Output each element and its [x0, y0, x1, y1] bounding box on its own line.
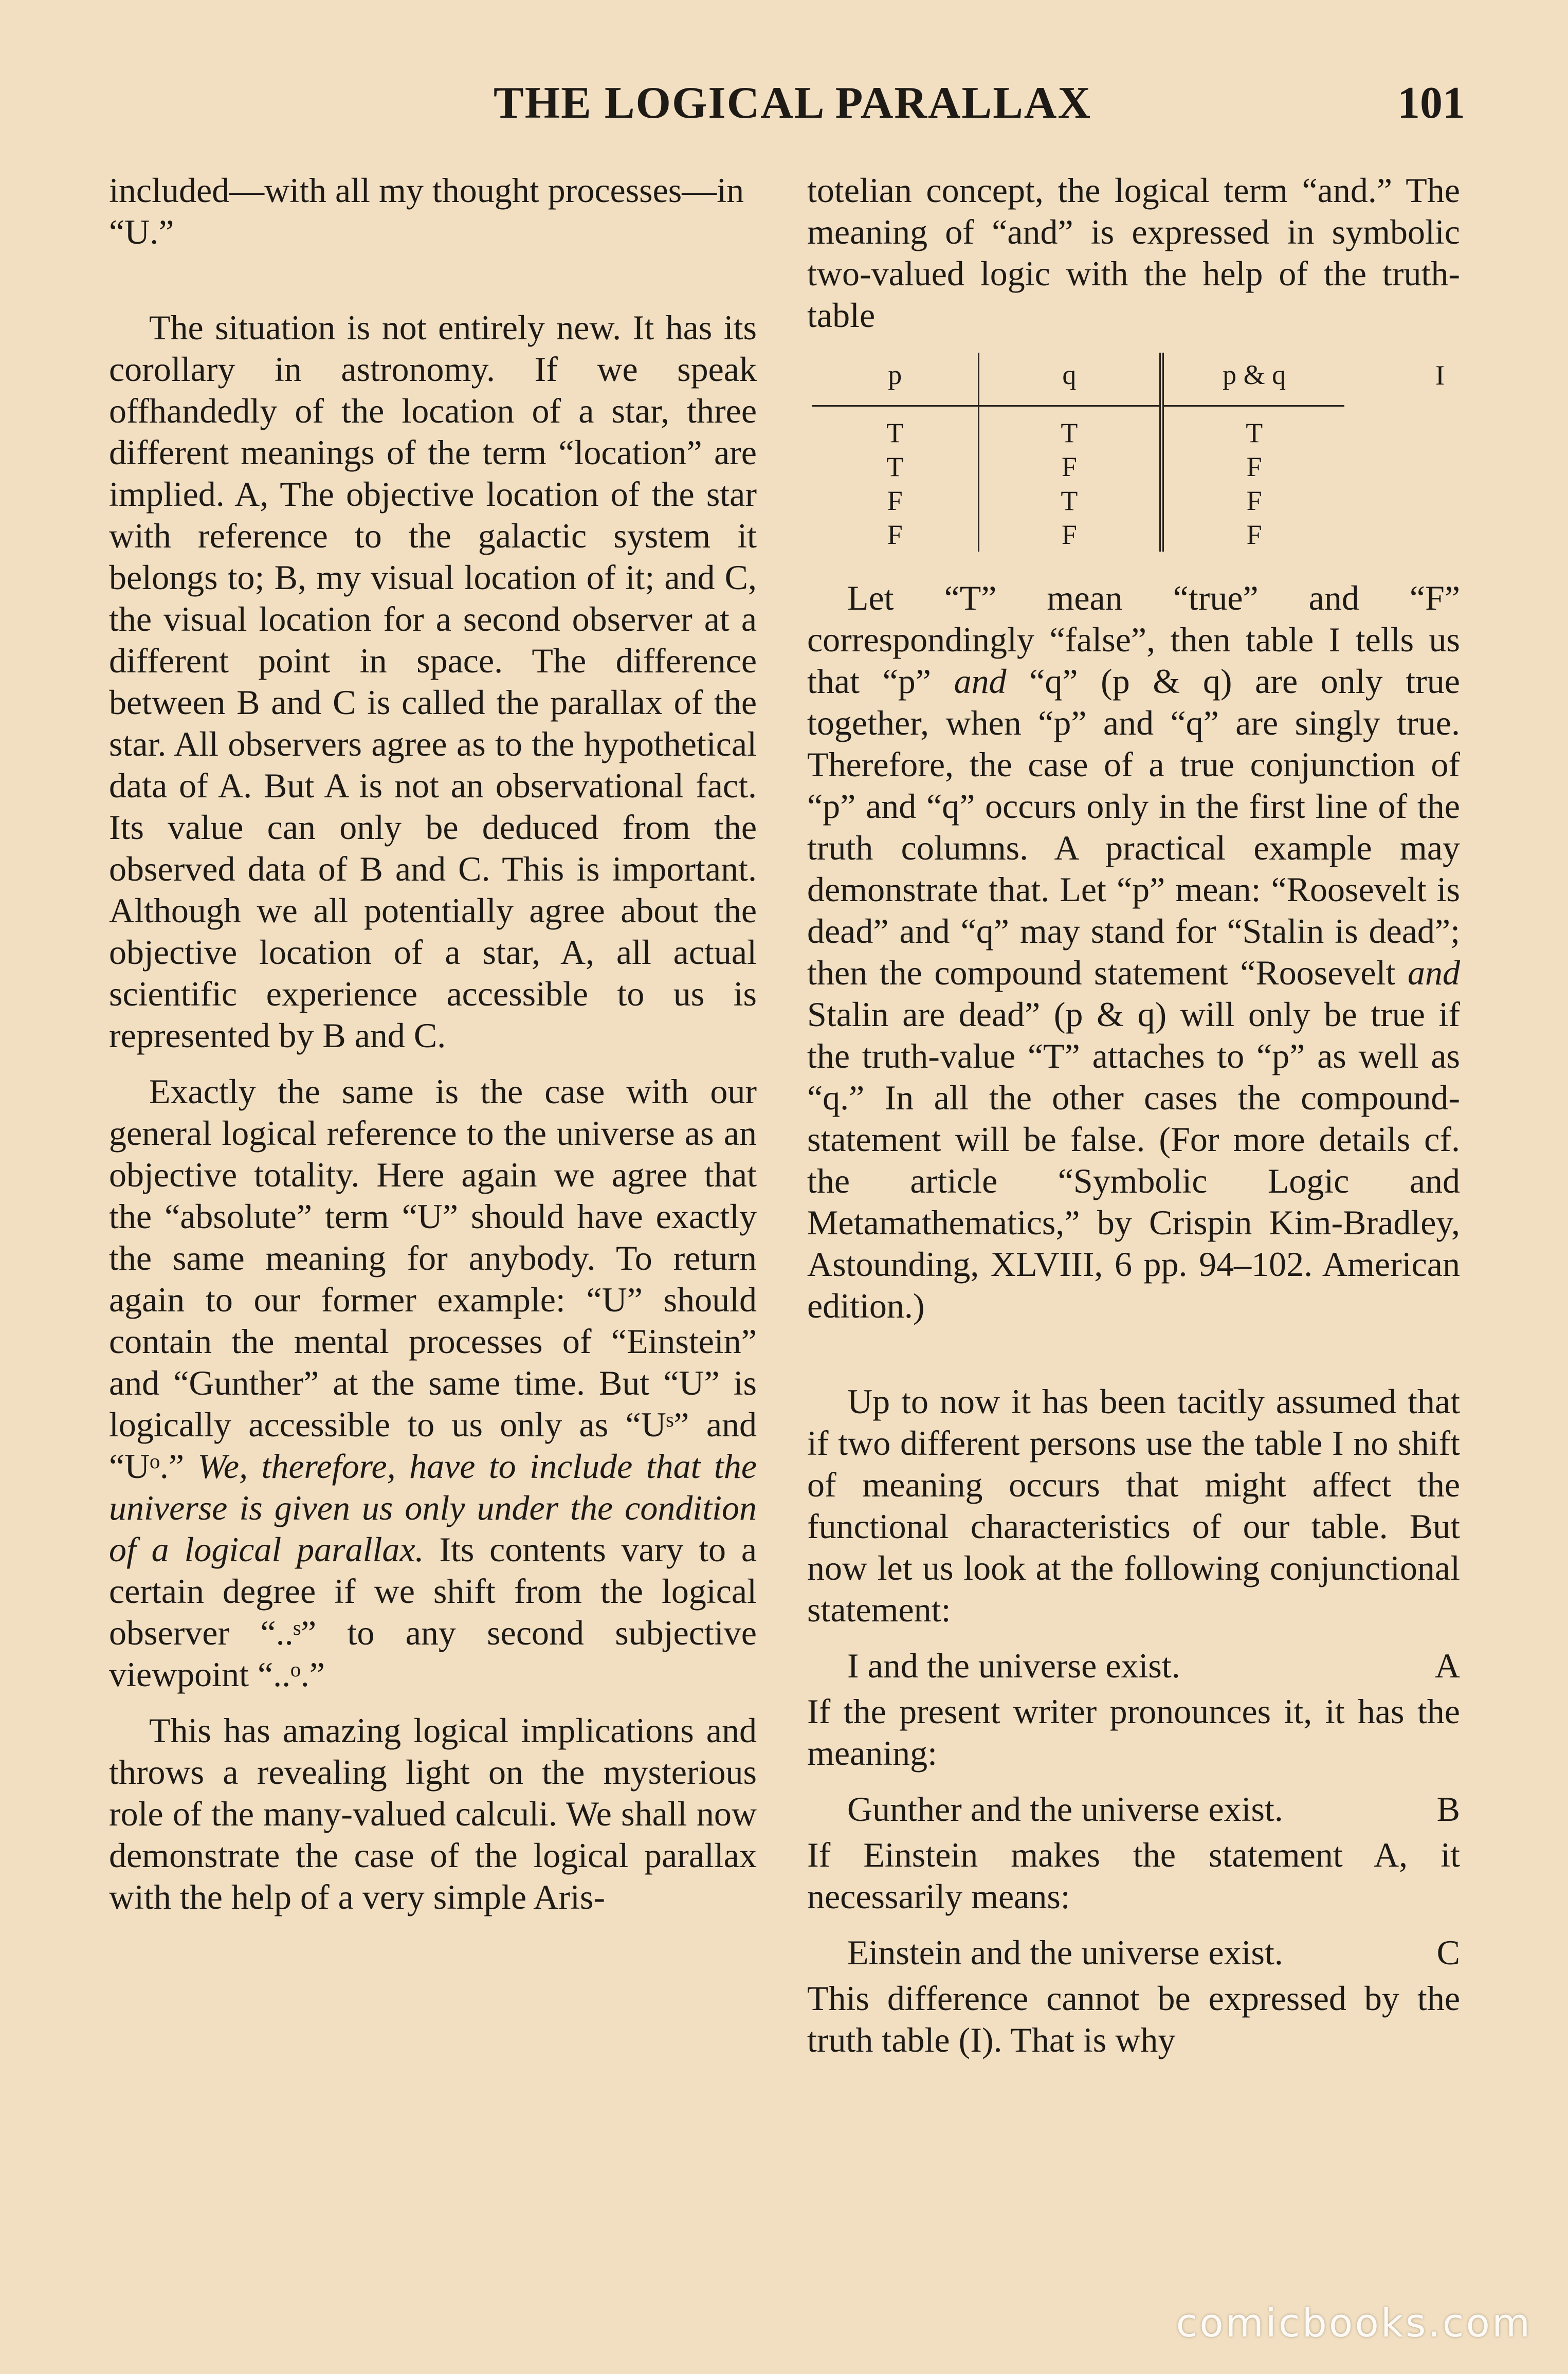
header-p: p	[812, 353, 978, 406]
statement-label: B	[1436, 1789, 1460, 1829]
table-label: I	[1435, 359, 1445, 391]
cell: F	[978, 450, 1162, 484]
text-run: Exactly the same is the case with our general logical reference to the universe as an objective totality. Here again we agree that the “absolute” term “U” should have exactly the same meaning for anybody. To return again to our former example: “U” should contain the mental processes of “Einstein” and “Gunther” at the same time. But “U” is logically accessible to us only as “Uˢ” and “Uᵒ.”	[109, 1072, 757, 1486]
paragraph: totelian concept, the logical term “and.” The meaning of “and” is expressed in symbolic two-valued logic with the help of the truth-table	[807, 171, 1460, 335]
cell: T	[812, 406, 978, 450]
left-column	[109, 170, 757, 1932]
statement-b	[807, 1788, 1460, 1830]
italic-text: and	[954, 662, 1007, 701]
statement-label: A	[1434, 1646, 1460, 1685]
text-run: Let “T” mean “true” and “F” correspondingly “false”, then table I tells us that “p”	[807, 578, 1460, 701]
page-header	[0, 77, 1568, 149]
paragraph: Up to now it has been tacitly assumed that if two different persons use the table I no shift of meaning occurs that might affect the functional characteristics of our table. But now let us look at the following conjunctional statement:	[807, 1382, 1460, 1629]
header-q: q	[978, 353, 1162, 406]
cell: F	[978, 518, 1162, 552]
italic-text: We, therefore, have to include that the universe is given us only under the condition of a logical parallax.	[109, 1447, 757, 1569]
header-p-and-q: p & q	[1162, 353, 1344, 406]
statement-a	[807, 1645, 1460, 1687]
cell: T	[978, 406, 1162, 450]
table-row	[812, 450, 1455, 484]
cell	[1344, 518, 1455, 552]
cell: F	[812, 484, 978, 518]
cell: F	[1246, 485, 1262, 516]
cell: F	[1246, 519, 1262, 550]
table-row	[812, 406, 1455, 450]
cell	[1344, 406, 1455, 450]
paragraph	[109, 1071, 757, 1695]
running-title: THE LOGICAL PARALLAX	[494, 78, 1091, 128]
table-row	[812, 518, 1455, 552]
text-run: Its contents vary to a certain degree if we shift from the logical observer “..ˢ” to any second subjective viewpoint “..ᵒ.”	[109, 1530, 757, 1694]
paragraph: The situation is not entirely new. It has its corollary in astronomy. If we speak offhandedly of the location of a star, three different meanings of the term “location” are implied. A, The objective location of the star with reference to the galactic system it belongs to; B, my visual location of it; and C, the visual location for a second observer at a different point in space. The difference between B and C is called the parallax of the star. All observers agree as to the hypothetical data of A. But A is not an observational fact. Its value can only be deduced from the observed data of B and C. This is important. Although we all potentially agree about the objective location of a star, A, all actual scientific experience accessible to us is represented by B and C.	[109, 308, 757, 1055]
cell	[1344, 450, 1455, 484]
table-row	[812, 484, 1455, 518]
paragraph: This difference cannot be expressed by the truth table (I). That is why	[807, 1979, 1460, 2059]
statement-text: I and the universe exist.	[847, 1646, 1180, 1685]
statement-label: C	[1436, 1933, 1460, 1972]
truth-table	[812, 353, 1455, 552]
cell: T	[812, 450, 978, 484]
right-column	[807, 170, 1460, 2075]
paragraph: If Einstein makes the statement A, it necessarily means:	[807, 1835, 1460, 1916]
statement-c	[807, 1932, 1460, 1974]
italic-text: and	[1408, 953, 1460, 992]
paragraph: included—with all my thought processes—in “U.”	[109, 171, 744, 251]
cell: F	[1246, 451, 1262, 482]
watermark: comicbooks.com	[1176, 2300, 1532, 2346]
cell: T	[978, 484, 1162, 518]
paragraph: If the present writer pronounces it, it has the meaning:	[807, 1692, 1460, 1773]
truth-table-header	[812, 353, 1455, 406]
statement-text: Gunther and the universe exist.	[847, 1789, 1283, 1829]
text-run: Stalin are dead” (p & q) will only be true if the truth-value “T” attaches to “p” as well as “q.” In all the other cases the compound-statement will be false. (For more details cf. the article “Symbolic Logic and Metamathematics,” by Crispin Kim-Bradley, Astounding, XLVIII, 6 pp. 94–102. American edition.)	[807, 995, 1460, 1325]
page-number: 101	[1397, 78, 1465, 128]
cell: F	[812, 518, 978, 552]
text-run: “q” (p & q) are only true together, when “p” and “q” are singly true. Therefore, the case of a true conjunction of “p” and “q” occurs only in the first line of the truth columns. A practical example may demonstrate that. Let “p” mean: “Roosevelt is dead” and “q” may stand for “Stalin is dead”; then the compound statement “Roosevelt	[807, 662, 1460, 992]
paragraph	[807, 577, 1460, 1327]
cell	[1344, 484, 1455, 518]
cell: T	[1246, 417, 1263, 448]
statement-text: Einstein and the universe exist.	[847, 1933, 1283, 1972]
paragraph: This has amazing logical implications and throws a revealing light on the mysterious role of the many-valued calculi. We shall now demonstrate the case of the logical parallax with the help of a very simple Aris-	[109, 1711, 757, 1916]
